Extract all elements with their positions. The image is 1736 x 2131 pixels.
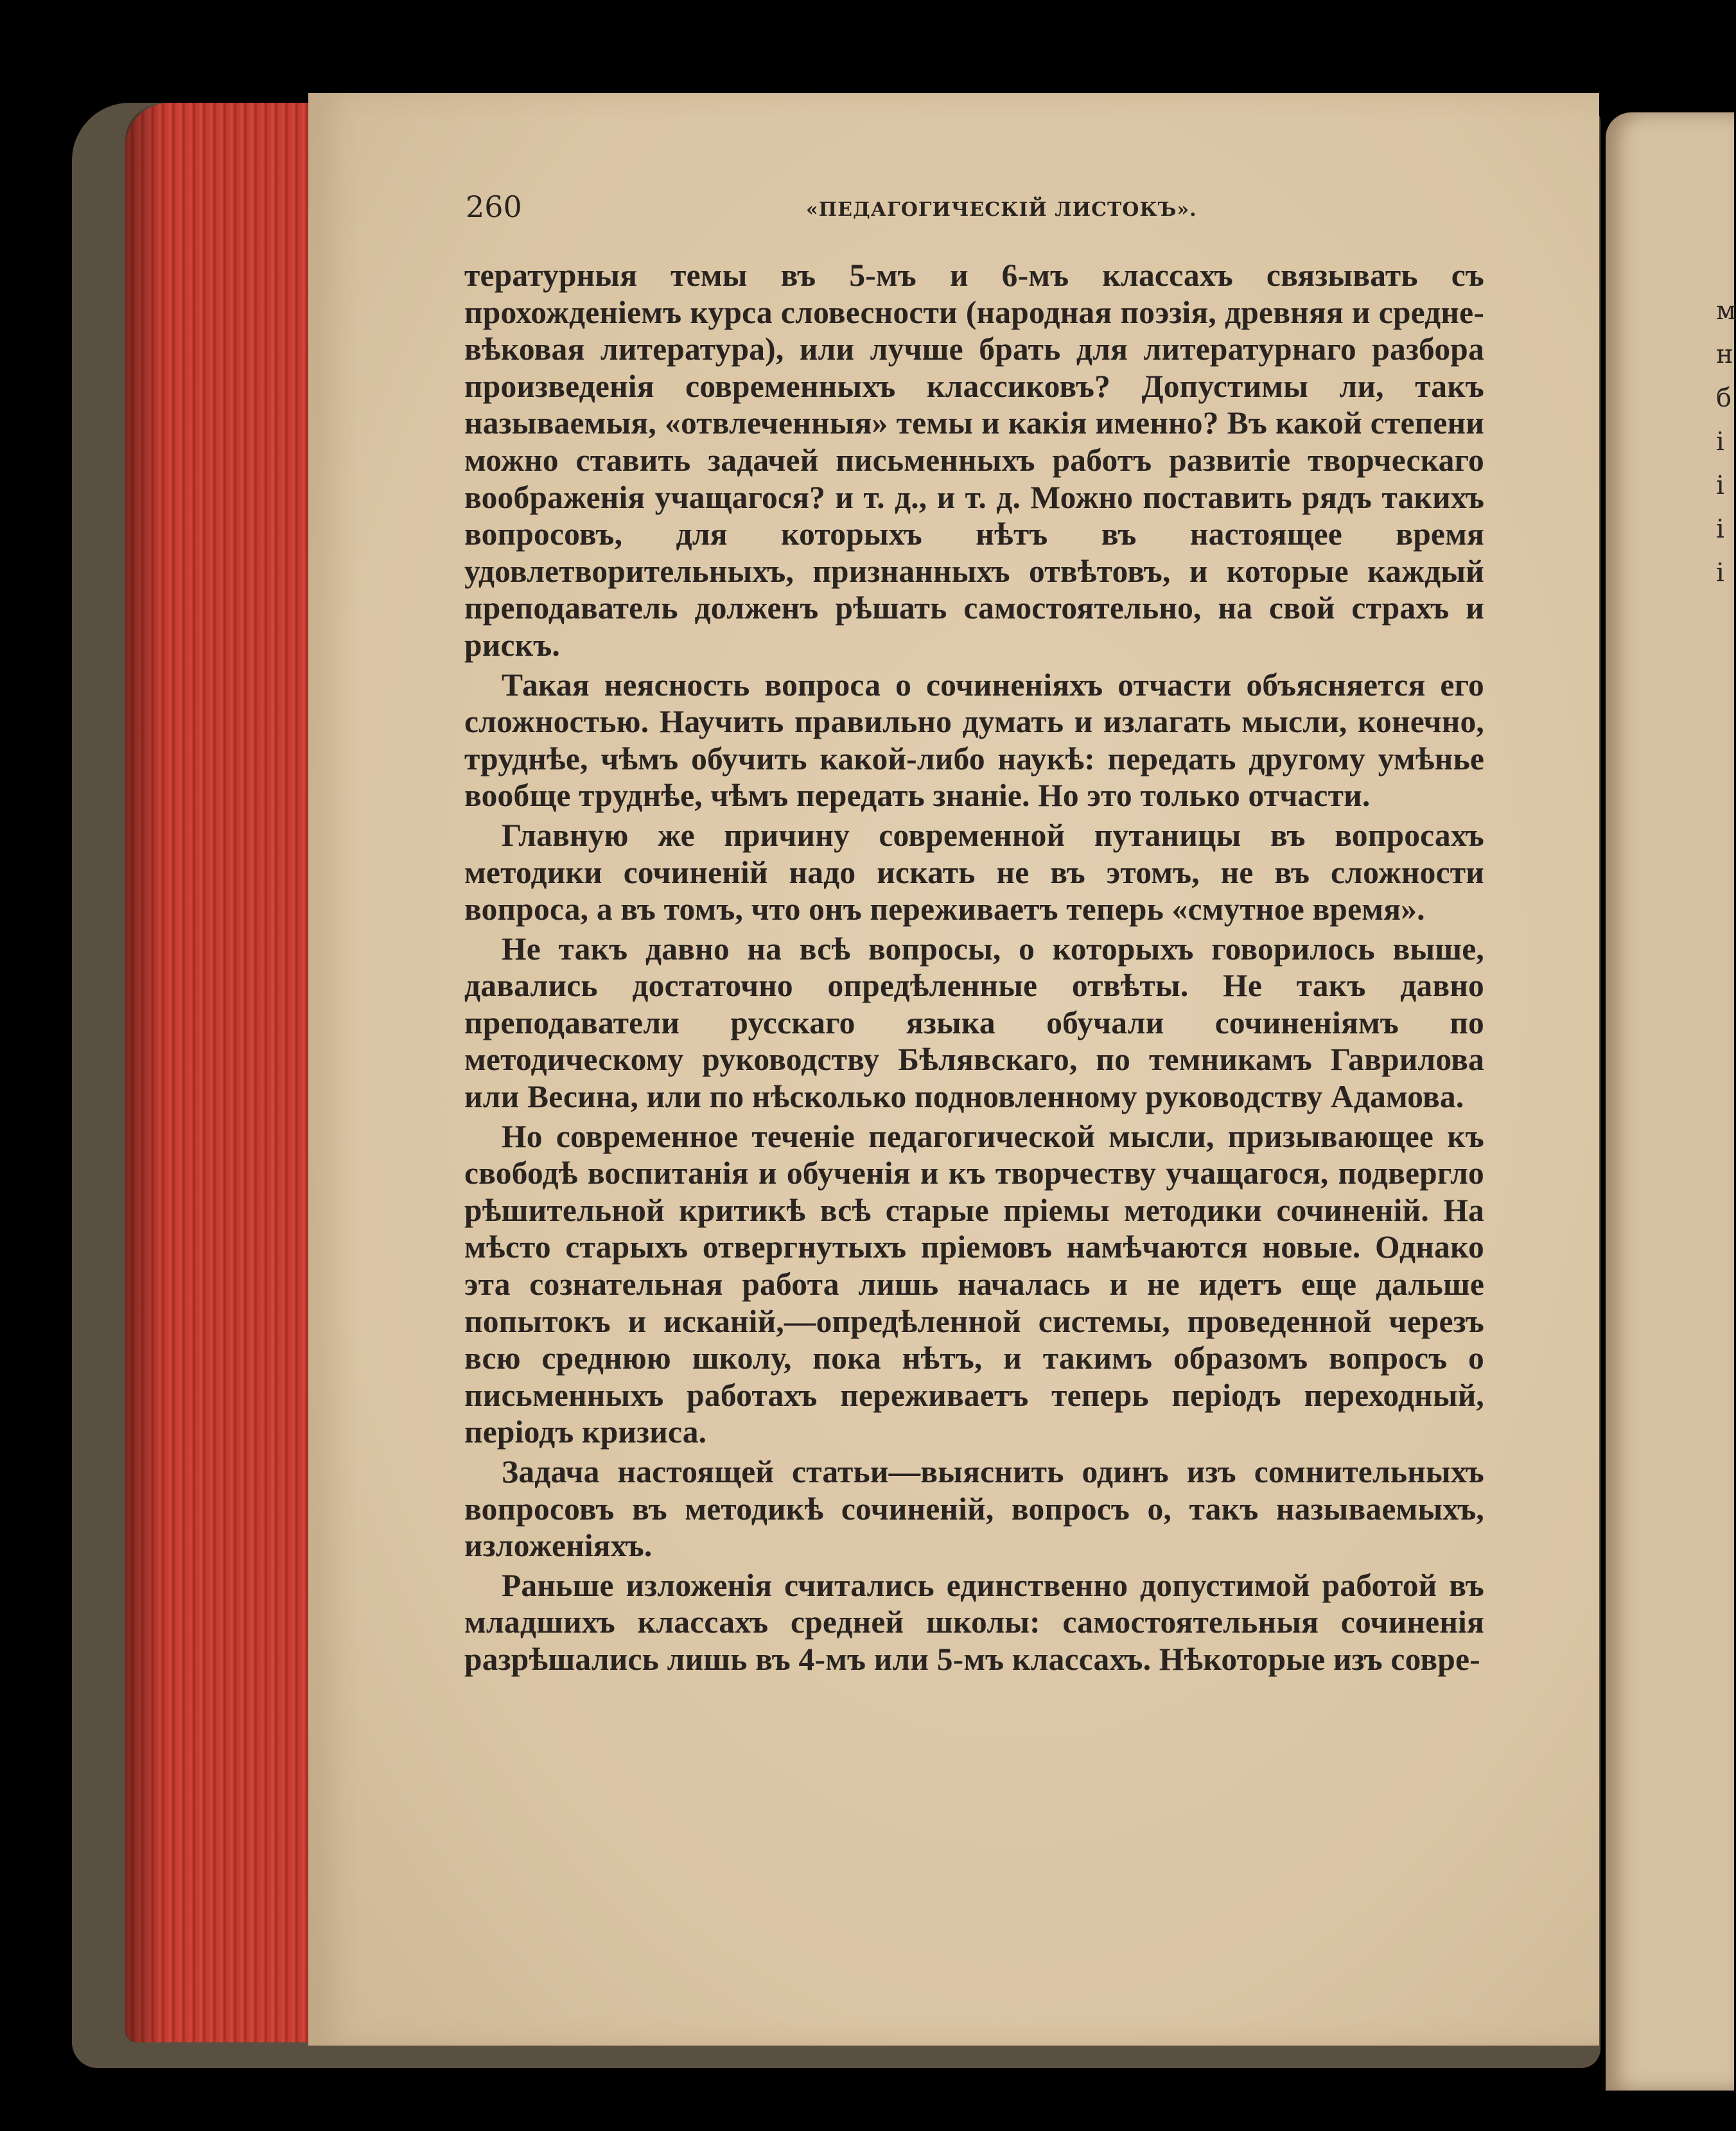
paragraph: Но современное теченіе педагогической мысли, призывающее къ свободѣ воспитанія и обученія и къ творчеству учащагося, подвергло рѣшительной критикѣ всѣ старые пріемы методики сочиненій. На мѣсто старыхъ отвергнутыхъ пріемовъ намѣчаются новые. Однако эта сознательная работа лишь началась и не идетъ еще дальше попытокъ и исканій,—опредѣленной системы, проведенной черезъ всю среднюю школу, пока нѣтъ, и такимъ образомъ вопросъ о письменныхъ работахъ переживаетъ теперь періодъ переходный, періодъ кризиса. [464,1118,1484,1450]
next-page-letter: і [1716,558,1724,588]
running-title: «ПЕДАГОГИЧЕСКІЙ ЛИСТОКЪ». [806,198,1197,221]
page-body [464,257,1484,1678]
next-page-letter: б [1716,383,1732,413]
paragraph: тературныя темы въ 5-мъ и 6-мъ классахъ связывать съ прохожденіемъ курса словесности (народная поэзія, древняя и средне-вѣковая литература), или лучше брать для литературнаго разбора произведенія современныхъ классиковъ? Допустимы ли, такъ называемыя, «отвлеченныя» темы и какія именно? Въ какой степени можно ставить задачей письменныхъ работъ развитіе творческаго воображенія учащагося? и т. д., и т. д. Можно поставить рядъ такихъ вопросовъ, для которыхъ нѣтъ въ настоящее время удовлетворительныхъ, признанныхъ отвѣтовъ, и которые каждый преподаватель долженъ рѣшать самостоятельно, на свой страхъ и рискъ. [464,258,1484,663]
next-page-letter: і [1716,427,1724,457]
page-number: 260 [466,189,522,224]
next-page [1606,112,1734,2091]
paragraph: Главную же причину современной путаницы въ вопросахъ методики сочиненій надо искать не въ этомъ, не въ сложности вопроса, а въ томъ, что онъ переживаетъ теперь «смутное время». [464,817,1484,927]
next-page-letter: н [1716,340,1733,369]
paragraph: Раньше изложенія считались единственно допустимой работой въ младшихъ классахъ средней школы: самостоятельныя сочиненія разрѣшались лишь въ 4-мъ или 5-мъ классахъ. Нѣкоторые изъ совре- [464,1567,1484,1677]
next-page-text [1716,289,1736,595]
paragraph: Такая неясность вопроса о сочиненіяхъ отчасти объясняется его сложностью. Научить правильно думать и излагать мысли, конечно, труднѣе, чѣмъ обучить какой-либо наукѣ: передать другому умѣнье вообще труднѣе, чѣмъ передать знаніе. Но это только отчасти. [464,667,1484,814]
next-page-letter: м [1716,296,1736,326]
paragraph: Не такъ давно на всѣ вопросы, о которыхъ говорилось выше, давались достаточно опредѣленные отвѣты. Не такъ давно преподаватели русскаго языка обучали сочиненіямъ по методическому руководству Бѣлявскаго, по темникамъ Гаврилова или Весина, или по нѣсколько подновленному руководству Адамова. [464,931,1484,1115]
page-header [466,189,1480,228]
next-page-letter: і [1716,471,1724,500]
next-page-letter: і [1716,514,1724,544]
red-page-edges [125,103,311,2042]
paragraph: Задача настоящей статьи—выяснить одинъ изъ сомнительныхъ вопросовъ въ методикѣ сочиненій, вопросъ о, такъ называемыхъ, изложеніяхъ. [464,1454,1484,1564]
